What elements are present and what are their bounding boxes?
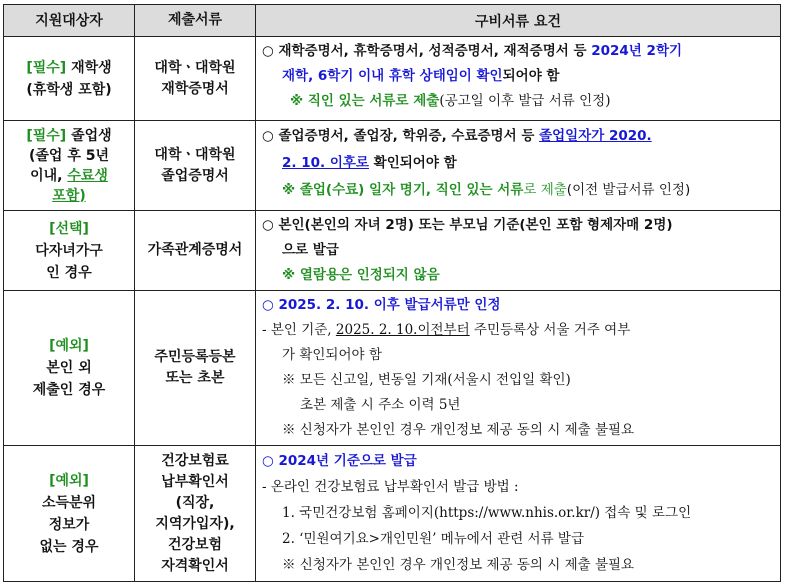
docs-line: (직장, <box>175 494 215 511</box>
req-text: ○ 졸업증명서, 졸업장, 학위증, 수료증명서 등 <box>262 128 540 144</box>
target-name: 정보가 <box>48 516 90 533</box>
target-cell <box>4 446 135 582</box>
target-note: 이내, <box>30 167 68 184</box>
target-name: 소득분위 <box>41 494 97 511</box>
target-cell <box>4 291 135 446</box>
target-cell <box>4 37 135 121</box>
docs-cell <box>135 446 256 582</box>
req-note: 초본 제출 시 주소 이력 5년 <box>300 397 461 413</box>
req-note-highlight: ※ 직인 있는 서류 <box>290 93 396 109</box>
req-note: ※ 모든 신고일, 변동일 기재(서울시 전입일 확인) <box>282 372 571 388</box>
req-note: ※ 신청자가 본인인 경우 개인정보 제공 동의 시 제출 불필요 <box>282 422 635 438</box>
docs-line: 대학ㆍ대학원 <box>154 59 236 76</box>
req-highlight: 졸업일자가 2020. <box>539 128 652 144</box>
req-text: - 본인 기준, <box>262 322 336 338</box>
req-highlight: 2024년 2학기 <box>591 43 683 59</box>
table-row <box>4 446 781 582</box>
required-tag: [필수] <box>26 127 67 144</box>
exception-tag: [예외] <box>49 338 89 354</box>
table-row <box>4 291 781 446</box>
docs-line: 건강보험료 <box>161 452 229 469</box>
req-text: 주민등록상 서울 거주 여부 <box>469 322 631 338</box>
target-cell <box>4 211 135 291</box>
requirement-cell <box>256 37 781 121</box>
required-tag: [필수] <box>26 59 67 76</box>
req-text: 가 확인되어야 함 <box>282 347 382 363</box>
target-note: 인 경우 <box>46 264 92 281</box>
target-note: (휴학생 포함) <box>26 81 112 98</box>
req-note-highlight: ※ 졸업(수료) 일자 명기, 직인 있는 서류 <box>282 182 524 198</box>
header-requirements: 구비서류 요건 <box>256 5 781 37</box>
docs-line: 주민등록등본 <box>154 349 236 365</box>
req-text: 1. 국민건강보험 홈페이지(https://www.nhis.or.kr/) 접속 및 로그인 <box>282 505 692 521</box>
docs-cell <box>135 211 256 291</box>
req-text: 확인되어야 함 <box>368 155 457 171</box>
docs-line: 자격확인서 <box>161 557 229 574</box>
target-note: (졸업 후 5년 <box>29 147 109 164</box>
target-note: 제출인 경우 <box>32 382 106 398</box>
table-row <box>4 211 781 291</box>
docs-cell <box>135 291 256 446</box>
requirement-cell <box>256 121 781 211</box>
target-name: 재학생 <box>71 59 112 76</box>
docs-line: 가족관계증명서 <box>147 242 243 258</box>
target-name: 졸업생 <box>71 127 112 144</box>
docs-cell <box>135 37 256 121</box>
req-note: ※ 신청자가 본인인 경우 개인정보 제공 동의 시 제출 불필요 <box>282 557 635 573</box>
docs-line: 대학ㆍ대학원 <box>154 146 236 163</box>
target-note: 없는 경우 <box>39 538 99 555</box>
docs-line: 건강보험 <box>167 536 223 553</box>
req-highlight: ○ 2024년 기준으로 발급 <box>262 453 417 469</box>
requirements-table <box>3 4 781 582</box>
docs-line: 재학증명서 <box>161 80 229 97</box>
req-text: ○ 본인(본인의 자녀 2명) 또는 부모님 기준(본인 포함 형제자매 2명) <box>262 217 673 233</box>
docs-line: 지역가입자), <box>155 515 235 532</box>
docs-cell <box>135 121 256 211</box>
req-text: - 온라인 건강보험료 납부확인서 발급 방법 : <box>262 479 519 495</box>
req-text: 되어야 함 <box>502 68 560 84</box>
docs-line: 납부확인서 <box>161 473 229 490</box>
docs-line: 또는 초본 <box>165 370 225 386</box>
header-row <box>4 5 781 37</box>
docs-line: 졸업증명서 <box>161 167 229 184</box>
table-row <box>4 37 781 121</box>
req-note-highlight: ※ 열람용은 인정되지 않음 <box>282 267 440 283</box>
req-text: 으로 발급 <box>282 242 339 258</box>
header-docs: 제출서류 <box>135 5 256 37</box>
exception-tag: [예외] <box>49 472 89 489</box>
req-note: (공고일 이후 발급 서류 인정) <box>439 93 611 109</box>
req-note: (이전 발급서류 인정) <box>566 182 691 198</box>
target-note-highlight: 포함) <box>52 187 86 204</box>
req-text: 2. ‘민원여기요>개인민원’ 메뉴에서 관련 서류 발급 <box>282 531 585 547</box>
req-note-highlight: 로 제출 <box>395 93 440 109</box>
requirement-cell <box>256 446 781 582</box>
target-note-highlight: 수료생 <box>67 167 108 184</box>
req-highlight: 재학, 6학기 이내 휴학 상태임이 확인 <box>282 68 503 84</box>
req-underline: 2025. 2. 10.이전부터 <box>335 322 470 338</box>
header-target: 지원대상자 <box>4 5 135 37</box>
req-highlight: ○ 2025. 2. 10. 이후 발급서류만 인정 <box>262 297 501 313</box>
optional-tag: [선택] <box>49 220 89 237</box>
target-name: 다자녀가구 <box>35 242 103 259</box>
req-highlight: 2. 10. 이후로 <box>282 155 369 171</box>
target-name: 본인 외 <box>46 360 92 376</box>
table-row <box>4 121 781 211</box>
req-note-highlight: 로 제출 <box>523 182 567 198</box>
requirement-cell <box>256 291 781 446</box>
target-cell <box>4 121 135 211</box>
req-text: ○ 재학증명서, 휴학증명서, 성적증명서, 재적증명서 등 <box>262 43 592 59</box>
requirement-cell <box>256 211 781 291</box>
